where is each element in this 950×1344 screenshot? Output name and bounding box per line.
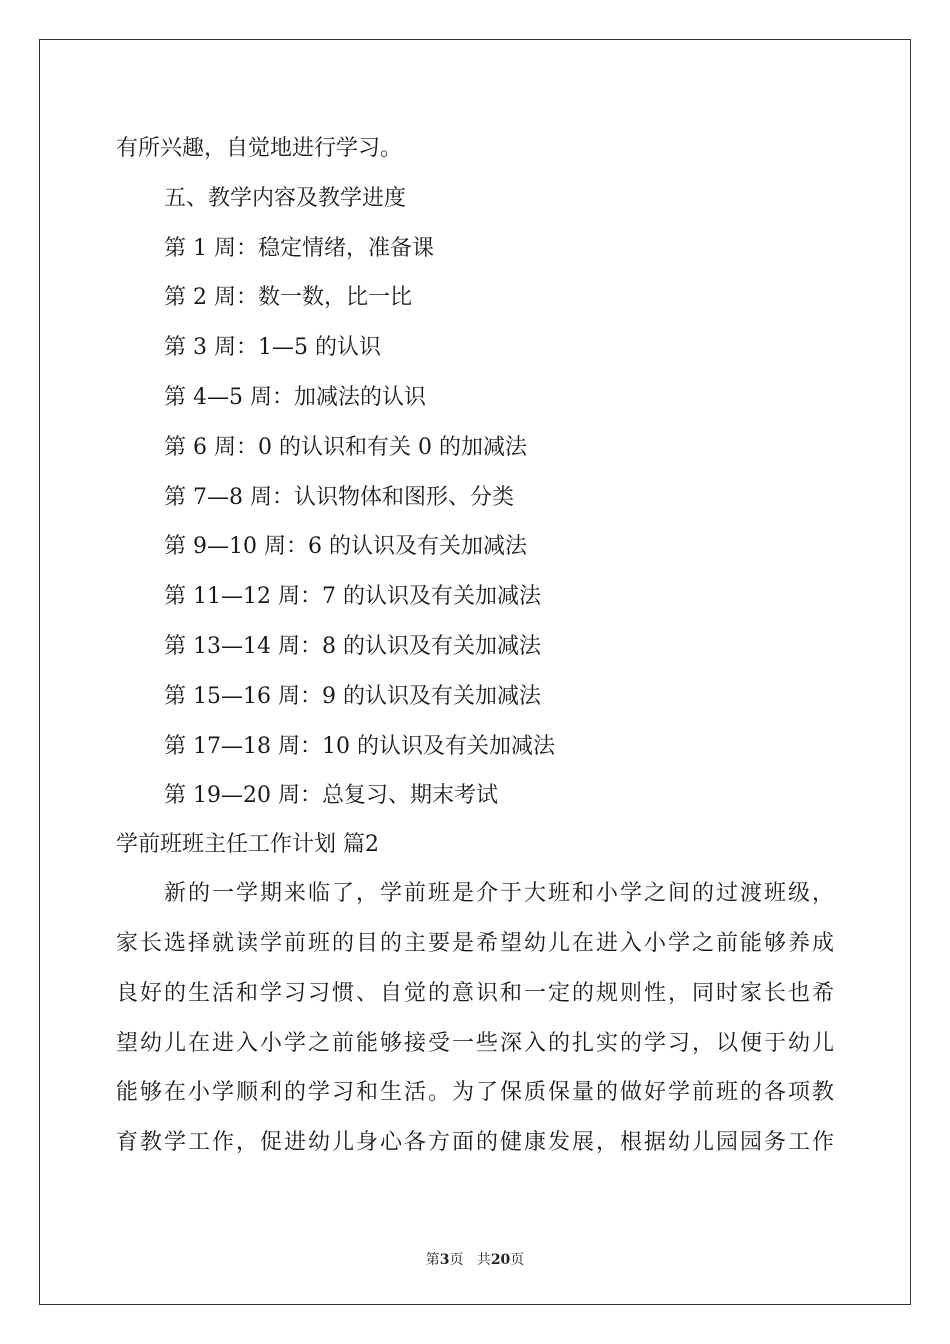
schedule-item: 第 11—12 周：7 的认识及有关加减法 xyxy=(164,584,541,610)
schedule-item: 第 3 周：1—5 的认识 xyxy=(164,335,381,361)
schedule-item: 第 17—18 周：10 的认识及有关加减法 xyxy=(164,733,555,759)
section-heading: 五、教学内容及教学进度 xyxy=(164,185,407,211)
paragraph-line: 良好的生活和学习习惯、自觉的意识和一定的规则性，同时家长也希 xyxy=(116,980,834,1006)
schedule-item: 第 19—20 周：总复习、期末考试 xyxy=(164,783,498,809)
article-title: 学前班班主任工作计划 篇2 xyxy=(116,832,379,858)
document-body xyxy=(116,124,834,1168)
schedule-item: 第 2 周：数一数，比一比 xyxy=(164,285,412,311)
continued-line: 有所兴趣，自觉地进行学习。 xyxy=(116,136,403,161)
schedule-item: 第 15—16 周：9 的认识及有关加减法 xyxy=(164,683,541,709)
footer-total-pages: 20 xyxy=(490,1252,511,1268)
paragraph-line: 育教学工作，促进幼儿身心各方面的健康发展，根据幼儿园园务工作 xyxy=(116,1130,834,1156)
schedule-item: 第 7—8 周：认识物体和图形、分类 xyxy=(164,484,514,510)
footer-page-suffix: 页 xyxy=(449,1252,464,1268)
paragraph xyxy=(116,869,834,1168)
footer-page-number: 3 xyxy=(439,1252,450,1268)
schedule-item: 第 13—14 周：8 的认识及有关加减法 xyxy=(164,633,541,659)
footer-total-prefix: 共 xyxy=(476,1252,491,1268)
schedule-item: 第 1 周：稳定情绪，准备课 xyxy=(164,235,434,261)
schedule-item: 第 9—10 周：6 的认识及有关加减法 xyxy=(164,534,527,560)
page-footer xyxy=(0,1249,950,1269)
footer-prefix: 第 xyxy=(425,1252,440,1268)
paragraph-line: 家长选择就读学前班的目的主要是希望幼儿在进入小学之前能够养成 xyxy=(116,930,834,956)
schedule-list xyxy=(116,224,834,822)
schedule-item: 第 6 周：0 的认识和有关 0 的加减法 xyxy=(164,434,527,460)
schedule-item: 第 4—5 周：加减法的认识 xyxy=(164,384,426,410)
paragraph-line: 新的一学期来临了，学前班是介于大班和小学之间的过渡班级， xyxy=(164,881,834,907)
paragraph-line: 能够在小学顺利的学习和生活。为了保质保量的做好学前班的各项教 xyxy=(116,1080,834,1106)
footer-total-suffix: 页 xyxy=(510,1252,525,1268)
paragraph-line: 望幼儿在进入小学之前能够接受一些深入的扎实的学习，以便于幼儿 xyxy=(116,1030,834,1056)
